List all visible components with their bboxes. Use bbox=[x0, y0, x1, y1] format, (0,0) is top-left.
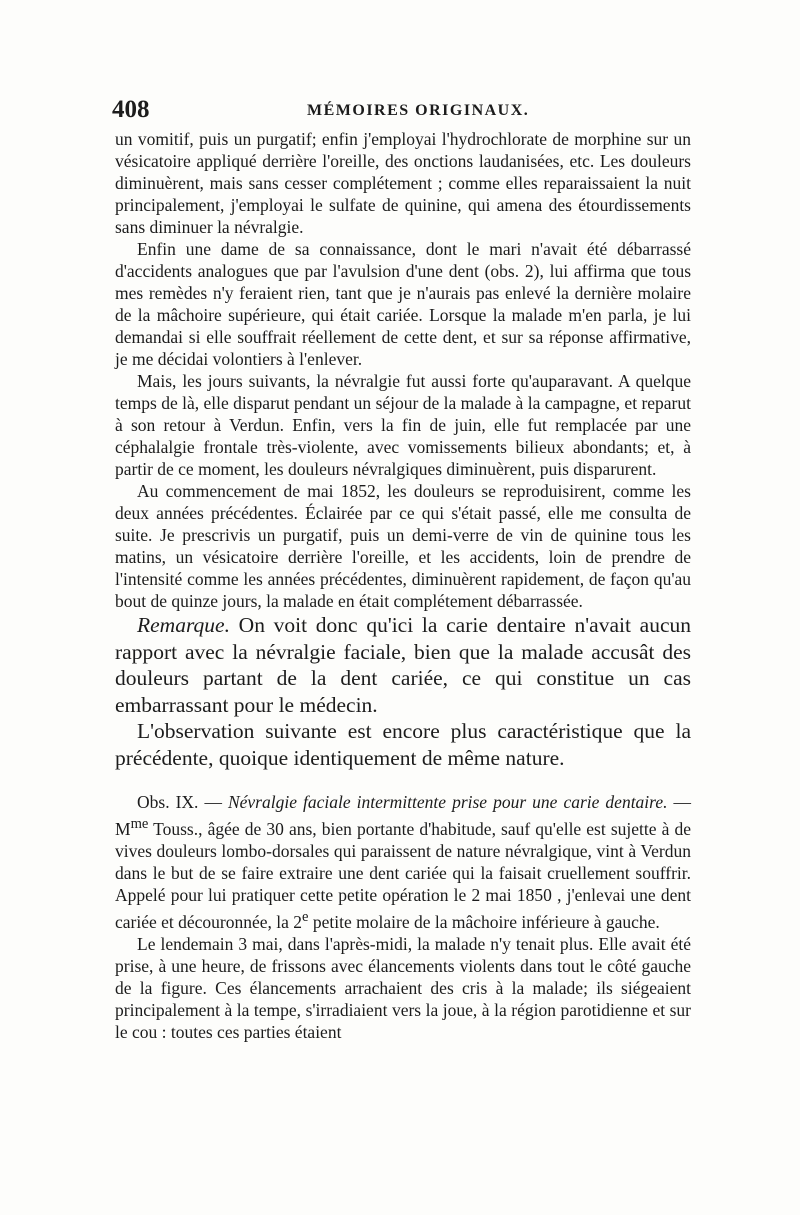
paragraph-8: Le lendemain 3 mai, dans l'après-midi, la malade n'y tenait plus. Elle avait été prise, à une heure, de frissons avec élancements violents dans tout le côté gauche de la figure. Ces élancements arrachaient des cris à la malade; ils siégeaient principalement à la tempe, s'irradiaient vers la joue, à la région parotidienne et sur le cou : toutes ces parties étaient bbox=[115, 933, 691, 1042]
remarque-paragraph bbox=[115, 612, 691, 718]
observation-paragraph bbox=[115, 791, 691, 933]
running-title: MÉMOIRES ORIGINAUX. bbox=[307, 102, 530, 119]
superscript-e: e bbox=[302, 908, 309, 925]
paragraph-2: Enfin une dame de sa connaissance, dont le mari n'avait été débarrassé d'accidents analogues que par l'avulsion d'une dent (obs. 2), lui affirma que tous mes remèdes n'y feraient rien, tant que je n'aurais pas enlevé la dernière molaire de la mâchoire supérieure, qui était cariée. Lorsque la malade m'en parla, je lui demandai si elle souffrait réellement de cette dent, et sur sa réponse affirmative, je me décidai volontiers à l'enlever. bbox=[115, 239, 691, 369]
observation-number: Obs. IX. — bbox=[137, 792, 228, 812]
paragraph-1: un vomitif, puis un purgatif; enfin j'employai l'hydrochlorate de morphine sur un vésicatoire appliqué derrière l'oreille, des onctions laudanisées, etc. Les douleurs diminuèrent, mais sans cesser complétement ; comme elles reparaissaient la nuit principalement, j'employai le sulfate de quinine, qui amena des étourdissements sans diminuer la névralgie. bbox=[115, 129, 691, 237]
observation-text-b: Touss., âgée de 30 ans, bien portante d'habitude, sauf qu'elle est sujette à de vives douleurs lombo-dorsales qui paraissent de nature névralgique, vint à Verdun dans le but de se faire extraire une dent cariée qui la faisait cruellement souffrir. Appelé pour lui pratiquer cette petite opération le 2 mai 1850 , j'enlevai une dent cariée et découronnée, la 2 bbox=[115, 818, 691, 932]
page-header bbox=[112, 96, 692, 126]
body-text bbox=[115, 128, 691, 1043]
remarque-label: Remarque. bbox=[137, 613, 230, 637]
page-number: 408 bbox=[112, 96, 150, 123]
observation-text-a: — M bbox=[115, 792, 692, 839]
remarque-text: On voit donc qu'ici la carie dentaire n'avait aucun rapport avec la névralgie faciale, bien que la malade accusât des douleurs partant de la dent cariée, ce qui constitue un cas embarrassant pour le médecin. bbox=[115, 613, 691, 717]
paragraph-4: Au commencement de mai 1852, les douleurs se reproduisirent, comme les deux années précédentes. Éclairée par ce qui s'était passé, elle me consulta de suite. Je prescrivis un purgatif, puis un demi-verre de vin de quinine tous les matins, un vésicatoire derrière l'oreille, et les accidents, loin de prendre de l'intensité comme les années précédentes, diminuèrent rapidement, de façon qu'au bout de quinze jours, la malade en était complétement débarrassée. bbox=[115, 481, 691, 611]
transition-paragraph: L'observation suivante est encore plus caractéristique que la précédente, quoique identiquement de même nature. bbox=[115, 719, 691, 770]
observation-text-c: petite molaire de la mâchoire inférieure à gauche. bbox=[308, 911, 660, 932]
superscript-me: me bbox=[130, 816, 149, 832]
observation-title: Névralgie faciale intermittente prise pour une carie dentaire. bbox=[227, 792, 668, 812]
paragraph-3: Mais, les jours suivants, la névralgie fut aussi forte qu'auparavant. A quelque temps de là, elle disparut pendant un séjour de la malade à la campagne, et reparut à son retour à Verdun. Enfin, vers la fin de juin, elle fut remplacée par une céphalalgie frontale très-violente, avec vomissements bilieux abondants; et, à partir de ce moment, les douleurs névralgiques diminuèrent, puis disparurent. bbox=[115, 371, 691, 479]
